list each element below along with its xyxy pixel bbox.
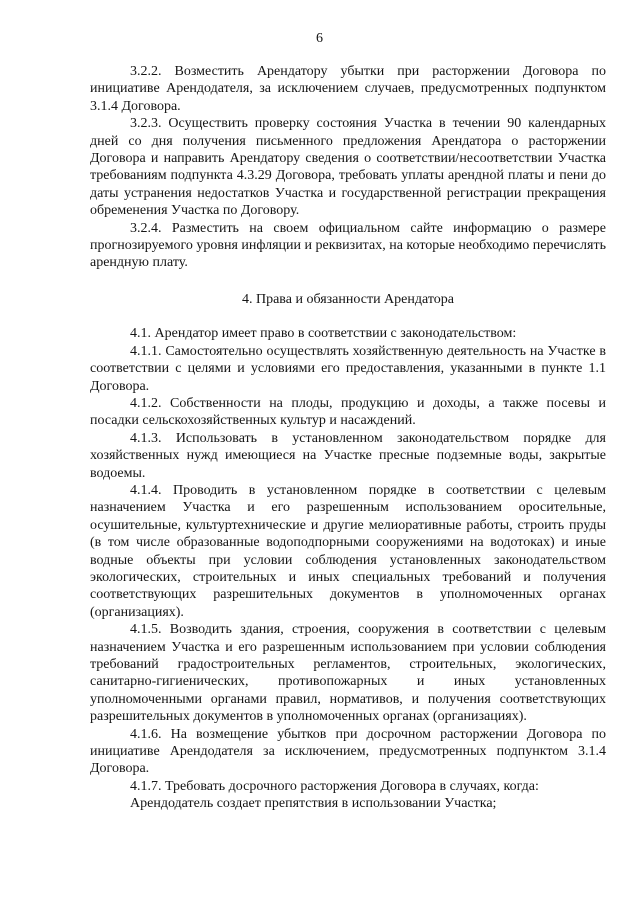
clause-4-1: 4.1. Арендатор имеет право в соответствии с законодательством: (130, 326, 517, 342)
clause-4-1-5: 4.1.5. Возводить здания, строения, сооружения в соответствии с целевым назначением Участка и его разрешенным использованием при условии соблюдения требований градостроительных регламентов, строительных, экологических, санитарно-гигиенических, противопожарных и иных установленных уполномоченными органами правил, нормативов, и получения соответствующих разрешительных документов в уполномоченных органах (организациях). (90, 622, 606, 725)
clause-4-1-3: 4.1.3. Использовать в установленном законодательством порядке для хозяйственных нужд имеющиеся на Участке пресные подземные воды, закрытые водоемы. (90, 430, 606, 481)
section-heading: 4. Права и обязанности Арендатора (241, 291, 454, 307)
page-number: 6 (316, 31, 323, 46)
clause-4-1-4: 4.1.4. Проводить в установленном порядке в соответствии с целевым назначением Участка и его разрешенным использованием оросительные, осушительные, культуртехнические и другие мелиоративные работы, строить пруды (в том числе образованные водоподпорными сооружениями на водотоках) и иные водные объекты при условии соблюдения установленных законодательством экологических, строительных и иных специальных требований и получения соответствующих разрешительных документов в уполномоченных органах (организациях). (90, 482, 606, 620)
clause-3-2-2: 3.2.2. Возместить Арендатору убытки при расторжении Договора по инициативе Арендодателя, за исключением случаев, предусмотренных подпунктом 3.1.4 Договора. (90, 64, 606, 114)
clause-3-2-3: 3.2.3. Осуществить проверку состояния Участка в течении 90 календарных дней со дня получения письменного предложения Арендатора о расторжении Договора и направить Арендатору сведения о соответствии/несоответствии Участка требованиям подпункта 4.3.29 Договора, требовать уплаты арендной платы и пени до даты устранения недостатков Участка и государственной регистрации прекращения обременения Участка по Договору. (90, 116, 606, 219)
clause-4-1-1: 4.1.1. Самостоятельно осуществлять хозяйственную деятельность на Участке в соответствии с целями и условиями его предоставления, указанными в пункте 1.1 Договора. (90, 343, 606, 394)
clause-4-1-7: 4.1.7. Требовать досрочного расторжения Договора в случаях, когда: (130, 778, 539, 794)
clause-3-2-4: 3.2.4. Разместить на своем официальном сайте информацию о размере прогнозируемого уровня инфляции и реквизитах, на которые необходимо перечислять арендную плату. (90, 220, 606, 271)
document-body (90, 63, 606, 813)
clause-4-1-7-case: Арендодатель создает препятствия в использовании Участка; (130, 796, 497, 812)
clause-4-1-2: 4.1.2. Собственности на плоды, продукцию и доходы, а также посевы и посадки сельскохозяйственных культур и насаждений. (90, 395, 606, 429)
clause-4-1-6: 4.1.6. На возмещение убытков при досрочном расторжении Договора по инициативе Арендодателя за исключением, предусмотренных подпунктом 3.1.4 Договора. (90, 726, 606, 777)
